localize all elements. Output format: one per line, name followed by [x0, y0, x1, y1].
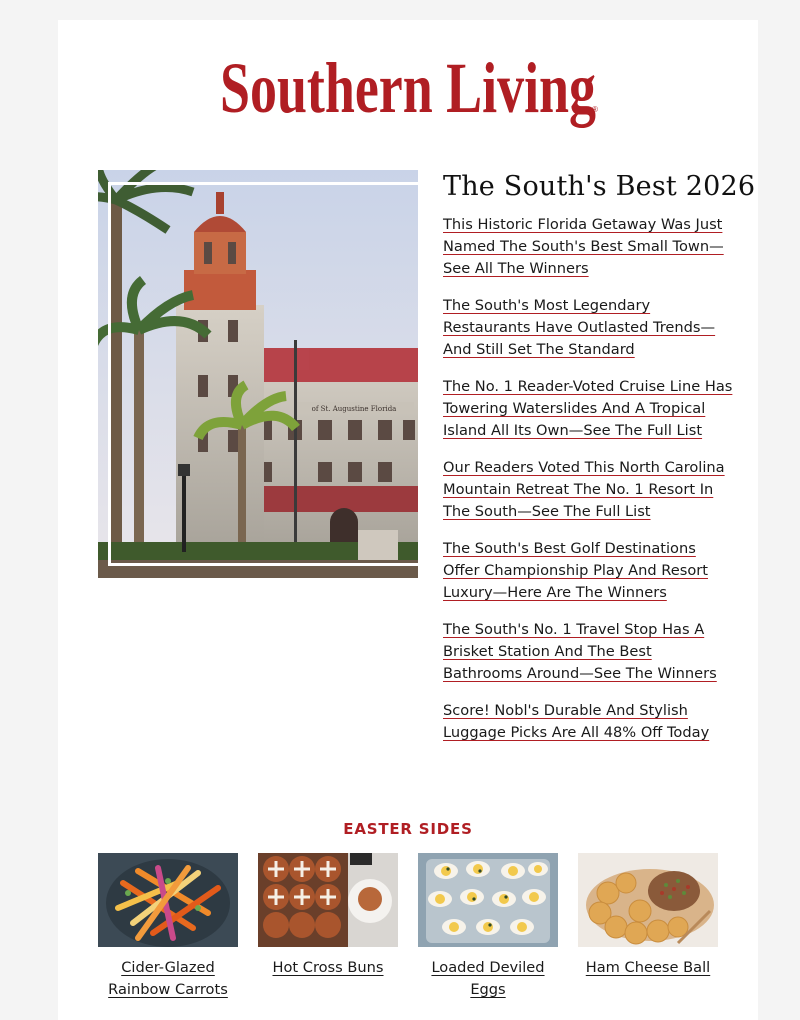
email-card: [58, 20, 758, 1020]
recipe-tile-carrots[interactable]: [98, 853, 238, 1001]
svg-text:®: ®: [592, 105, 598, 114]
recipe-tile-cheeseball[interactable]: [578, 853, 718, 979]
feature-title: The South's Best 2026: [443, 171, 756, 202]
recipe-link[interactable]: Ham Cheese Ball: [585, 959, 711, 976]
hero-frame: [108, 182, 418, 566]
recipe-link[interactable]: Cider-Glazed Rainbow Carrots: [108, 959, 228, 998]
recipe-tile-eggs[interactable]: [418, 853, 558, 1001]
feature-link[interactable]: This Historic Florida Getaway Was Just Named The South's Best Small Town—See All The Winners: [443, 216, 724, 277]
feature-link[interactable]: The South's Most Legendary Restaurants Have Outlasted Trends—And Still Set The Standard: [443, 297, 716, 358]
recipe-link[interactable]: Hot Cross Buns: [272, 959, 384, 976]
feature-link[interactable]: Our Readers Voted This North Carolina Mountain Retreat The No. 1 Resort In The South—See The Full List: [443, 459, 725, 520]
feature-link[interactable]: The South's No. 1 Travel Stop Has A Brisket Station And The Best Bathrooms Around—See The Winners: [443, 621, 717, 682]
deviled-eggs-photo[interactable]: [418, 853, 558, 947]
feature-link[interactable]: Score! Nobl's Durable And Stylish Luggage Picks Are All 48% Off Today: [443, 702, 710, 741]
feature-link[interactable]: The South's Best Golf Destinations Offer Championship Play And Resort Luxury—Here Are The Winners: [443, 540, 708, 601]
southern-living-logo[interactable]: [218, 46, 598, 138]
cheese-ball-photo[interactable]: [578, 853, 718, 947]
buns-photo[interactable]: [258, 853, 398, 947]
section-title: EASTER SIDES: [343, 820, 473, 838]
recipe-tile-buns[interactable]: [258, 853, 398, 979]
feature-link[interactable]: The No. 1 Reader-Voted Cruise Line Has Towering Waterslides And A Tropical Island All Its Own—See The Full List: [443, 378, 733, 439]
hero-image[interactable]: [98, 170, 418, 578]
feature-section: [443, 170, 756, 759]
logo-graphic: [218, 46, 598, 138]
carrots-photo[interactable]: [98, 853, 238, 947]
svg-text:of St. Augustine Florida: of St. Augustine Florida: [311, 405, 397, 413]
svg-text:Southern Living: Southern Living: [220, 48, 596, 128]
recipe-link[interactable]: Loaded Deviled Eggs: [431, 959, 545, 998]
